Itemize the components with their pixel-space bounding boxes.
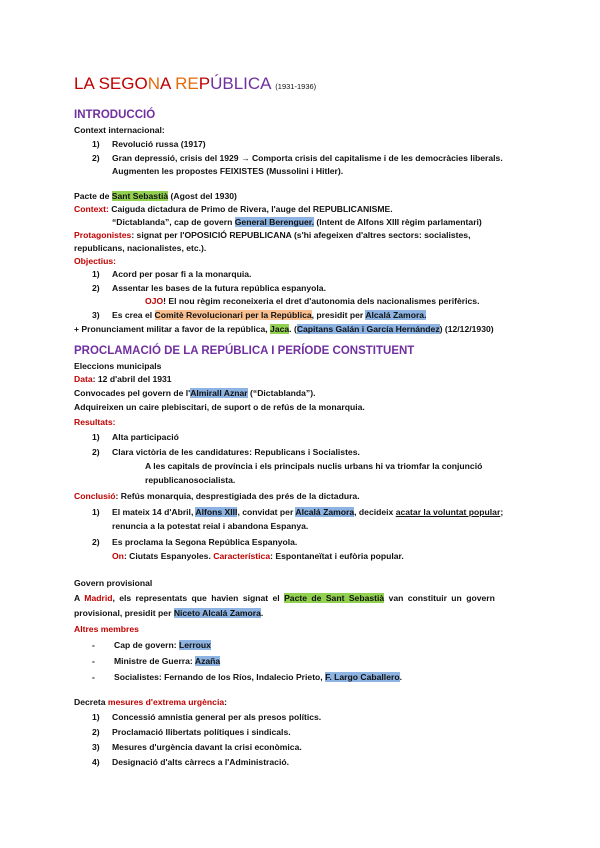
section-heading-intro: INTRODUCCIÓ xyxy=(74,109,156,121)
list-item: - Ministre de Guerra: Azaña xyxy=(92,656,221,666)
govern-heading: Govern provisional xyxy=(74,578,153,588)
govern-line-cont: provisional, presidit per Niceto Alcalá Zamora. xyxy=(74,608,264,618)
eleccions-label: Eleccions municipals xyxy=(74,361,162,371)
title-segment: RE xyxy=(175,74,199,93)
protagonistes-cont: republicans, nacionalistes, etc.). xyxy=(74,243,207,253)
list-item: 3) Es crea el Comitè Revolucionari per la República, presidit per Alcalá Zamora. xyxy=(92,310,427,320)
list-item-cont: A les capitals de província i els principals nuclis urbans hi va triomfar la conjunció xyxy=(145,461,483,471)
list-item-cont: renuncia a la potestat reial i abandona Espanya. xyxy=(112,521,309,531)
list-item: 2) Gran depressió, crisis del 1929 → Comporta crisis del capitalisme i de les democràcies liberals. xyxy=(92,153,503,163)
protagonistes-line: Protagonistes: signat per l'OPOSICIÓ REPUBLICANA (s'hi afegeixen d'altres sectors: socialistes, xyxy=(74,230,471,240)
ojo-line: OJO! El nou règim reconeixeria el dret d'autonomia dels nacionalismes perifèrics. xyxy=(145,296,480,306)
context-line: Context: Caiguda dictadura de Primo de Rivera, l'auge del REPUBLICANISME. xyxy=(74,204,393,214)
title-years: (1931-1936) xyxy=(275,82,317,91)
convocades-line: Convocades pel govern de l'Almirall Aznar (“Dictablanda”). xyxy=(74,388,316,398)
context-label: Context internacional: xyxy=(74,125,165,135)
objectius-label: Objectius: xyxy=(74,256,117,266)
list-item-cont: Augmenten les propostes FEIXISTES (Mussolini i Hitler). xyxy=(112,166,344,176)
list-item: 1) Revolució russa (1917) xyxy=(92,139,206,149)
data-line: Data: 12 d'abril del 1931 xyxy=(74,374,172,384)
list-item: 2) Clara victòria de les candidatures: Republicans i Socialistes. xyxy=(92,447,360,457)
title-segment: A xyxy=(159,74,176,93)
list-item: 1) Concessió amnistia general per als presos polítics. xyxy=(92,712,322,722)
list-item: 1) Alta participació xyxy=(92,432,179,442)
adquireixen-line: Adquireixen un caire plebiscitari, de suport o de refús de la monarquia. xyxy=(74,402,365,412)
list-item: 1) El mateix 14 d'Abril, Alfons XIII, convidat per Alcalá Zamora, decideix acatar la voluntat popular; xyxy=(92,507,504,517)
dictablanda-line: “Dictablanda”, cap de govern General Berenguer. (Intent de Alfons XIII règim parlamentari) xyxy=(112,217,482,227)
altres-membres-label: Altres membres xyxy=(74,624,139,634)
list-item-cont: republicanosocialista. xyxy=(145,475,236,485)
title-segment: ÚBLICA xyxy=(210,74,271,93)
title-segment: P xyxy=(198,74,211,93)
on-line: On: Ciutats Espanyoles. Característica: Espontaneïtat i eufòria popular. xyxy=(112,551,404,561)
resultats-label: Resultats: xyxy=(74,417,116,427)
list-item: - Cap de govern: Lerroux xyxy=(92,640,211,650)
list-item: 1) Acord per posar fi a la monarquia. xyxy=(92,269,252,279)
list-item: 2) Es proclama la Segona República Espanyola. xyxy=(92,537,298,547)
title-segment: N xyxy=(147,74,160,93)
conclusio-line: Conclusió: Refús monarquia, desprestigiada des prés de la dictadura. xyxy=(74,491,360,501)
list-item: 4) Designació d'alts càrrecs a l'Administració. xyxy=(92,757,289,767)
title-text xyxy=(74,74,271,93)
list-item: - Socialistes: Fernando de los Ríos, Indalecio Prieto, F. Largo Caballero. xyxy=(92,672,402,682)
section-heading-proclamacio: PROCLAMACIÓ DE LA REPÚBLICA I PERÍODE CONSTITUENT xyxy=(74,345,415,357)
pacte-line: Pacte de Sant Sebastià (Agost del 1930) xyxy=(74,191,237,201)
list-item: 2) Proclamació llibertats polítiques i sindicals. xyxy=(92,727,291,737)
pronunciament-line: + Pronunciament militar a favor de la república, Jaca. (Capitans Galán i García Hernández) (12/12/1930) xyxy=(74,324,494,334)
title-segment: LA SEGO xyxy=(74,74,148,93)
govern-line: A Madrid, els representats que havien signat el Pacte de Sant Sebastià van constituir un govern xyxy=(74,593,495,603)
decreta-line: Decreta mesures d'extrema urgència: xyxy=(74,697,228,707)
list-item: 2) Assentar les bases de la futura república espanyola. xyxy=(92,283,326,293)
list-item: 3) Mesures d'urgència davant la crisi econòmica. xyxy=(92,742,302,752)
page-title xyxy=(74,74,316,94)
